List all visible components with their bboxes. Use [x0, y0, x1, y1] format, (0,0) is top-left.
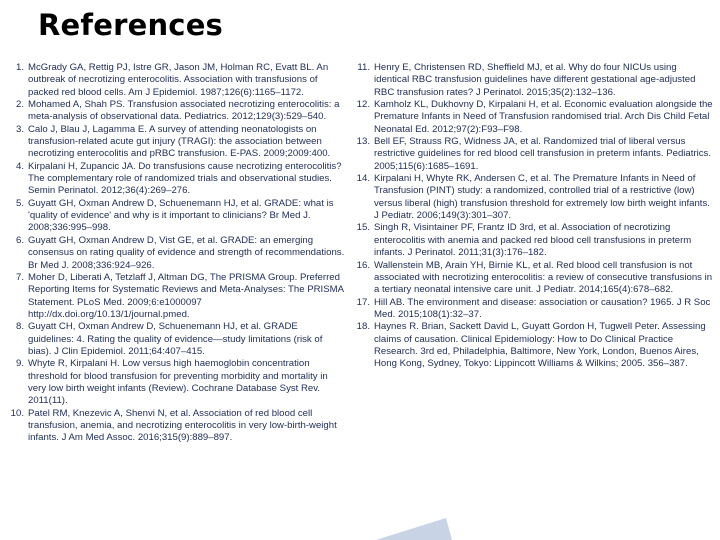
- reference-text: Moher D, Liberati A, Tetzlaff J, Altman DG, The PRISMA Group. Preferred Reporting Items for Systematic Reviews and Meta-Analyses: The PRISMA Statement. PLoS Med. 2009;6:e1000097 http://dx.doi.org/10.13/1/journal.pmed.: [28, 271, 344, 320]
- reference-text: Mohamed A, Shah PS. Transfusion associated necrotizing enterocolitis: a meta-analysis of observational data. Pediatrics. 2012;129(3):529–540.: [28, 99, 340, 123]
- reference-text: Calo J, Blau J, Lagamma E. A survey of attending neonatologists on transfusion-related acute gut injury (TRAGI): the association between necrotizing enterocolitis and pRBC transfusion. E-PAS. 2009;2009:400.: [28, 123, 331, 160]
- reference-item: [6, 161, 346, 198]
- reference-text: Singh R, Visintainer PF, Frantz ID 3rd, et al. Association of necrotizing enterocolitis with anemia and packed red blood cell transfusions in preterm infants. J Perinatol. 2011;31(3):176–182.: [374, 222, 692, 259]
- reference-text: McGrady GA, Rettig PJ, Istre GR, Jason JM, Holman RC, Evatt BL. An outbreak of necrotizing enterocolitis. Association with transfusions of packed red blood cells. Am J Epidemiol. 1987;126(6):1165–1172.: [28, 62, 329, 98]
- reference-number: 13.: [356, 136, 370, 148]
- reference-item: [352, 260, 714, 297]
- reference-number: 2.: [15, 99, 24, 111]
- reference-number: 11.: [357, 62, 370, 73]
- reference-item: [352, 222, 714, 259]
- reference-number: 1.: [15, 62, 24, 73]
- reference-text: Kirpalani H, Whyte RK, Andersen C, et al. The Premature Infants in Need of Transfusion (PINT) study: a randomized, controlled trial of a restrictive (low) versus liberal (high) transfusion threshold for extremely low birth weight infants. J Pediatr. 2006;149(3):301–307.: [374, 173, 710, 222]
- reference-number: 12.: [356, 99, 370, 111]
- page-title: References: [38, 8, 224, 42]
- reference-list-left: [6, 62, 346, 445]
- reference-item: [6, 124, 346, 161]
- slide-corner-decoration: [376, 518, 452, 540]
- reference-item: [352, 62, 714, 99]
- reference-text: Guyatt CH, Oxman Andrew D, Schuenemann HJ, et al. GRADE guidelines: 4. Rating the quality of evidence—study limitations (risk of bias). J Clin Epidemiol. 2011;64:407–415.: [28, 321, 323, 357]
- reference-number: 5.: [15, 197, 24, 209]
- reference-item: [6, 62, 346, 99]
- reference-number: 7.: [15, 271, 24, 283]
- reference-number: 16.: [356, 259, 370, 271]
- reference-number: 18.: [356, 321, 370, 333]
- reference-text: Wallenstein MB, Arain YH, Birnie KL, et al. Red blood cell transfusion is not associated with necrotizing enterocolitis: a review of consecutive transfusions in a tertiary neonatal intensive care unit. J Pediatr. 2014;165(4):678–682.: [374, 259, 713, 296]
- reference-number: 9.: [15, 358, 24, 370]
- reference-text: Haynes R. Brian, Sackett David L, Guyatt Gordon H, Tugwell Peter. Assessing claims of causation. Clinical Epidemiology: How to Do Clinical Practice Research. 3rd ed, Philadelphia, Baltimore, New York, London, Buenos Aires, Hong Kong, Sydney, Tokyo: Lippincott Williams & Wilkins; 2005. 356–387.: [374, 321, 706, 370]
- reference-text: Kirpalani H, Zupancic JA. Do transfusions cause necrotizing enterocolitis? The complementary role of randomized trials and observational studies. Semin Perinatol. 2012;36(4):269–276.: [28, 160, 342, 197]
- reference-number: 6.: [15, 234, 24, 246]
- reference-number: 3.: [15, 123, 24, 135]
- reference-number: 8.: [15, 321, 24, 333]
- reference-text: Kamholz KL, Dukhovny D, Kirpalani H, et al. Economic evaluation alongside the Premature Infants in Need of Transfusion randomised trial. Arch Dis Child Fetal Neonatal Ed. 2012;97(2):F93–F98.: [374, 99, 713, 135]
- reference-item: [6, 358, 346, 407]
- reference-text: Bell EF, Strauss RG, Widness JA, et al. Randomized trial of liberal versus restrictive guidelines for red blood cell transfusion in preterm infants. Pediatrics. 2005;115(6):1685–1691.: [374, 136, 712, 172]
- reference-number: 14.: [356, 173, 370, 185]
- reference-item: [6, 272, 346, 321]
- reference-list-right: [352, 62, 714, 371]
- reference-text: Hill AB. The environment and disease: association or causation? 1965. J R Soc Med. 2015;108(1):32–37.: [374, 296, 711, 320]
- reference-number: 10.: [10, 407, 24, 419]
- reference-text: Henry E, Christensen RD, Sheffield MJ, et al. Why do four NICUs using identical RBC transfusion guidelines have different gestational age-adjusted RBC transfusion rates? J Perinatol. 2015;35(2):132–136.: [374, 62, 696, 98]
- reference-number: 15.: [356, 222, 370, 234]
- reference-number: 4.: [15, 160, 24, 172]
- reference-item: [352, 136, 714, 173]
- reference-item: [352, 173, 714, 222]
- reference-text: Whyte R, Kirpalani H. Low versus high haemoglobin concentration threshold for blood transfusion for preventing morbidity and mortality in very low birth weight infants (Review). Cochrane Database Syst Rev. 2011(11).: [28, 358, 328, 407]
- reference-item: [6, 99, 346, 124]
- reference-item: [352, 321, 714, 370]
- reference-text: Guyatt GH, Oxman Andrew D, Schuenemann HJ, et al. GRADE: what is 'quality of evidence' and why is it important to clinicians? Br Med J. 2008;336:995–998.: [28, 197, 334, 234]
- reference-item: [6, 408, 346, 445]
- reference-item: [352, 297, 714, 322]
- reference-number: 17.: [356, 296, 370, 308]
- reference-text: Guyatt GH, Oxman Andrew D, Vist GE, et al. GRADE: an emerging consensus on rating quality of evidence and strength of recommendations. Br Med J. 2008;336:924–926.: [28, 234, 345, 271]
- reference-item: [6, 321, 346, 358]
- reference-item: [6, 235, 346, 272]
- reference-item: [6, 198, 346, 235]
- reference-item: [352, 99, 714, 136]
- reference-text: Patel RM, Knezevic A, Shenvi N, et al. Association of red blood cell transfusion, anemia, and necrotizing enterocolitis in very low-birth-weight infants. J Am Med Assoc. 2016;315(9):889–897.: [28, 407, 337, 444]
